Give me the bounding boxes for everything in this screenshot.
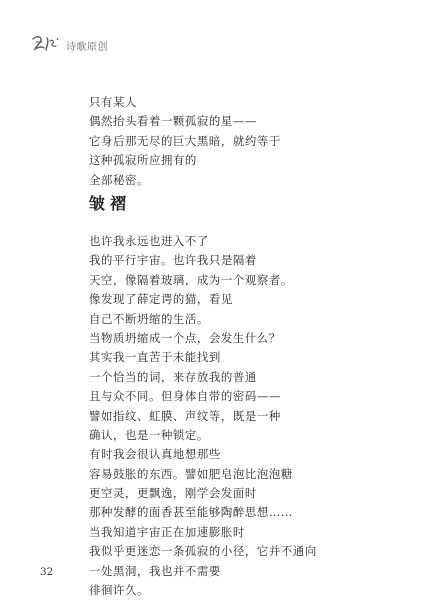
- poem-line: 更空灵，更飘逸，刚学会发面时: [89, 486, 257, 501]
- poem-line: 确认，也是一种锁定。: [89, 427, 209, 442]
- poem-line: 容易鼓胀的东西。譬如肥皂泡比泡泡糖: [89, 466, 293, 481]
- poem-line: 一个恰当的词，来存放我的普通: [89, 369, 257, 384]
- poem-line: 天空，像隔着玻璃，成为一个观察者。: [89, 272, 293, 287]
- poem-line: 一处黑洞，我也并不需要: [89, 563, 221, 578]
- poem-line: 我似乎更迷恋一条孤寂的小径，它并不通向: [89, 544, 317, 559]
- poem-line: 且与众不同。但身体自带的密码——: [89, 389, 281, 404]
- previous-poem-ending: [89, 93, 281, 190]
- poem-body: [89, 232, 317, 600]
- poem-line: 徘徊许久。: [89, 583, 149, 598]
- poem-line: 那种发酵的面香甚至能够陶醉思想……: [89, 505, 293, 520]
- series-title: 诗歌原创: [66, 41, 108, 53]
- poem-line: 譬如指纹、虹膜、声纹等，既是一种: [89, 408, 281, 423]
- poem-line: 也许我永远也进入不了: [89, 234, 209, 248]
- running-header: [30, 33, 108, 53]
- poem-line: 只有某人: [89, 95, 137, 109]
- page-number: 32: [40, 566, 54, 578]
- poem-line: 当我知道宇宙正在加速膨胀时: [89, 524, 245, 539]
- poem-line: 自己不断坍缩的生活。: [89, 311, 209, 326]
- poem-line: 其实我一直苦于未能找到: [89, 350, 221, 365]
- poem-line: 像发现了薛定谔的猫，看见: [89, 292, 233, 307]
- poem-line: 我的平行宇宙。也许我只是隔着: [89, 253, 257, 268]
- poem-line: 它身后那无尽的巨大黑暗，就约等于: [89, 133, 281, 148]
- poem-title: 皱褶: [89, 194, 132, 213]
- poem-line: 当物质坍缩成一个点，会发生什么？: [89, 330, 281, 345]
- poem-line: 全部秘密。: [89, 172, 149, 187]
- calligraphy-logo: [30, 33, 62, 53]
- poem-line: 偶然抬头看着一颗孤寂的星——: [89, 114, 257, 129]
- poem-line: 有时我会很认真地想那些: [89, 447, 221, 462]
- poem-line: 这种孤寂所应拥有的: [89, 153, 197, 168]
